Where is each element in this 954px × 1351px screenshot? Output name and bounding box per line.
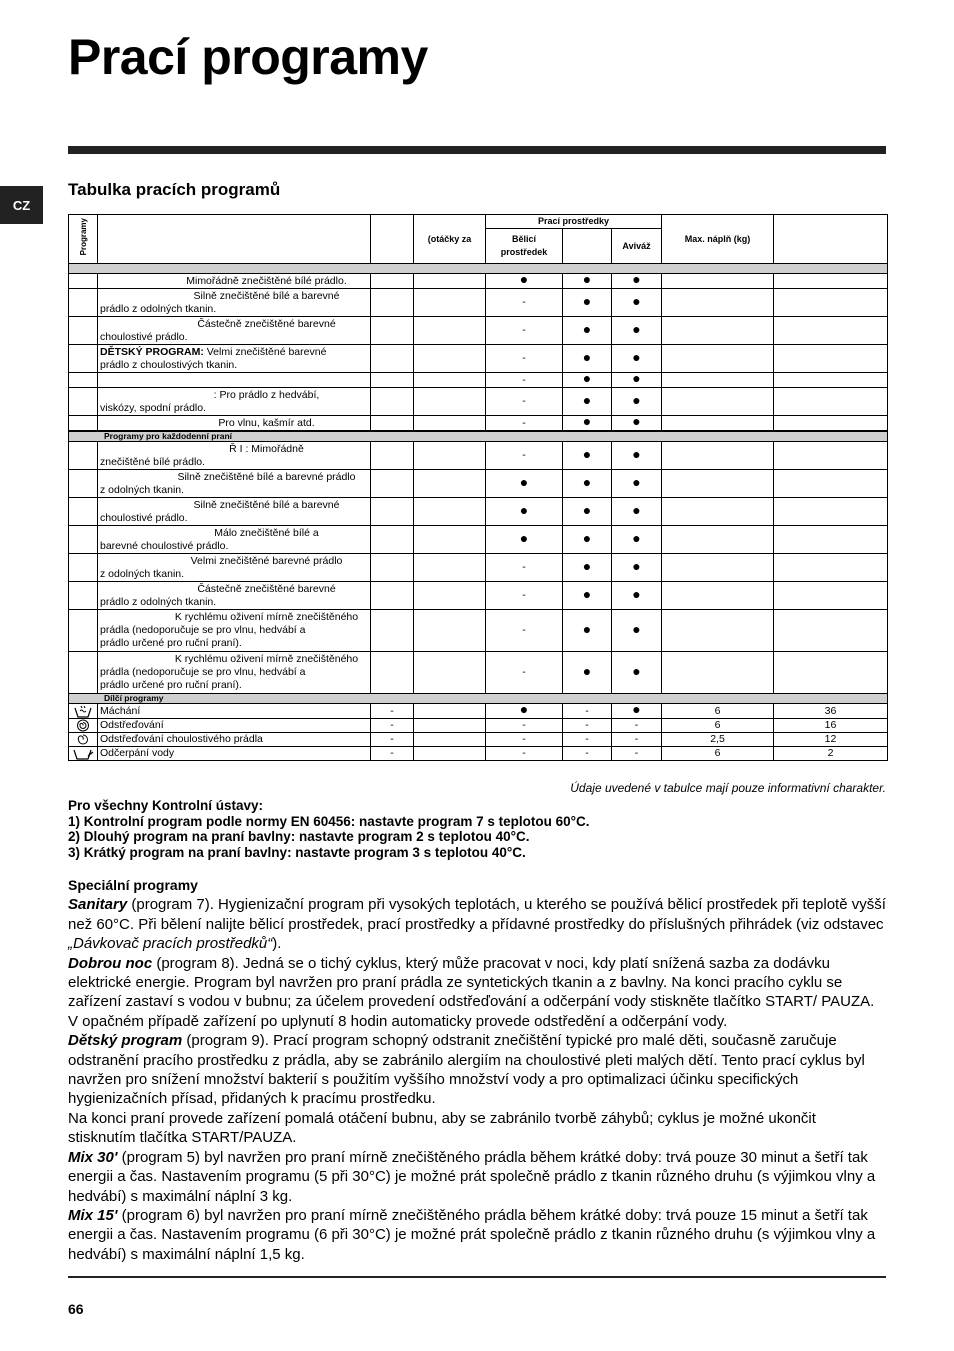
bleach-cell: - (486, 719, 563, 733)
bleach-cell: - (486, 289, 563, 317)
max-load-header: Max. náplň (kg) (662, 215, 774, 264)
max-load-cell (662, 317, 774, 345)
spin-cell (414, 416, 486, 432)
temperature-cell: - (371, 719, 414, 733)
table-row (69, 317, 888, 345)
duration-cell (774, 345, 888, 373)
program-icon-cell (69, 442, 98, 470)
program-description: Odstřeďování choulostivého prádla (98, 733, 371, 747)
temperature-cell (371, 274, 414, 289)
table-row (69, 289, 888, 317)
table-row (69, 719, 888, 733)
bleach-cell: - (486, 373, 563, 388)
bleach-cell: - (486, 345, 563, 373)
temperature-cell (371, 470, 414, 498)
temperature-cell (371, 388, 414, 416)
bottom-rule (68, 1276, 886, 1278)
control-heading: Pro všechny Kontrolní ústavy: (68, 798, 264, 813)
softener-cell: ● (612, 610, 662, 652)
table-row (69, 747, 888, 761)
temperature-header (371, 215, 414, 264)
group-band-daily: Programy pro každodenní praní (69, 431, 888, 442)
delicate-spin-icon (69, 733, 98, 747)
spin-header: (otáčky za (414, 215, 486, 264)
bleach-header: Bělicí prostředek (486, 229, 563, 264)
program-description: Silně znečištěné bílé a barevné choulostivé prádlo. (98, 498, 371, 526)
programs-header: Programy (69, 215, 98, 264)
temperature-cell (371, 554, 414, 582)
duration-cell: 12 (774, 733, 888, 747)
detergent-cell: ● (563, 470, 612, 498)
duration-cell (774, 498, 888, 526)
program-icon-cell (69, 289, 98, 317)
temperature-cell (371, 373, 414, 388)
table-row (69, 652, 888, 694)
language-tab: CZ (0, 186, 43, 224)
spin-cell (414, 719, 486, 733)
control-institutes (68, 798, 590, 860)
duration-cell (774, 373, 888, 388)
detergent-cell: ● (563, 345, 612, 373)
softener-cell: ● (612, 345, 662, 373)
program-description: DĚTSKÝ PROGRAM: Velmi znečištěné barevné prádlo z choulostivých tkanin. (98, 345, 371, 373)
spin-cell (414, 733, 486, 747)
temperature-cell (371, 652, 414, 694)
bleach-cell: - (486, 652, 563, 694)
bleach-cell: - (486, 610, 563, 652)
spin-cell (414, 373, 486, 388)
spin-cell (414, 747, 486, 761)
temperature-cell (371, 289, 414, 317)
bleach-cell: ● (486, 704, 563, 719)
program-description: Odčerpání vody (98, 747, 371, 761)
spin-cell (414, 388, 486, 416)
softener-cell: ● (612, 554, 662, 582)
duration-cell: 36 (774, 704, 888, 719)
spin-cell (414, 554, 486, 582)
temperature-cell (371, 442, 414, 470)
table-row (69, 610, 888, 652)
bleach-cell: - (486, 388, 563, 416)
rinse-icon (69, 704, 98, 719)
program-description: Silně znečištěné bílé a barevné prádlo z odolných tkanin. (98, 470, 371, 498)
program-description: Ř I : Mimořádně znečištěné bílé prádlo. (98, 442, 371, 470)
program-icon-cell (69, 345, 98, 373)
softener-cell: - (612, 733, 662, 747)
temperature-cell (371, 498, 414, 526)
duration-cell (774, 610, 888, 652)
max-load-cell: 2,5 (662, 733, 774, 747)
spin-cell (414, 289, 486, 317)
program-description: Silně znečištěné bílé a barevné prádlo z odolných tkanin. (98, 289, 371, 317)
table-row (69, 416, 888, 432)
spin-cell (414, 704, 486, 719)
spin-cell (414, 442, 486, 470)
max-load-cell (662, 582, 774, 610)
program-description (98, 373, 371, 388)
temperature-cell (371, 526, 414, 554)
program-description: Částečně znečištěné barevné choulostivé prádlo. (98, 317, 371, 345)
temperature-cell (371, 317, 414, 345)
group-band-partial: Dílčí programy (69, 694, 888, 704)
detergent-cell: ● (563, 498, 612, 526)
table-row (69, 274, 888, 289)
max-load-cell (662, 652, 774, 694)
spin-cell (414, 317, 486, 345)
special-heading: Speciální programy (68, 877, 198, 893)
softener-cell: - (612, 719, 662, 733)
detergent-cell: - (563, 733, 612, 747)
detergent-header (563, 229, 612, 264)
program-icon-cell (69, 470, 98, 498)
bleach-cell: - (486, 554, 563, 582)
softener-cell: ● (612, 470, 662, 498)
spin-cell (414, 526, 486, 554)
spin-cell (414, 498, 486, 526)
max-load-cell (662, 373, 774, 388)
table-row (69, 498, 888, 526)
bleach-cell: - (486, 442, 563, 470)
table-row (69, 345, 888, 373)
table-row (69, 373, 888, 388)
program-description: Odstřeďování (98, 719, 371, 733)
max-load-cell (662, 470, 774, 498)
max-load-cell (662, 289, 774, 317)
duration-cell (774, 582, 888, 610)
temperature-cell (371, 416, 414, 432)
softener-cell: ● (612, 274, 662, 289)
program-description: K rychlému oživení mírně znečištěného prádla (nedoporučuje se pro vlnu, hedvábí a prádlo určené pro ruční praní). (98, 652, 371, 694)
softener-cell: ● (612, 582, 662, 610)
group-band-standard (69, 264, 888, 274)
program-icon-cell (69, 498, 98, 526)
program-description: Velmi znečištěné barevné prádlo z odolných tkanin. (98, 554, 371, 582)
mix15-paragraph: Mix 15' (program 6) byl navržen pro praní mírně znečištěného prádla během krátké doby: trvá pouze 15 minut a šetří tak energii a čas. Nastavením programu (6 při 30°C) je možné prát společně prádlo z tkanin různého druhu (s výjimkou vlny a hedvábí) s maximální náplní 1,5 kg. (68, 1206, 876, 1263)
detergent-cell: ● (563, 442, 612, 470)
softener-cell: ● (612, 416, 662, 432)
detergent-cell: ● (563, 317, 612, 345)
detergents-header: Prací prostředky (486, 215, 662, 229)
max-load-cell (662, 416, 774, 432)
program-icon-cell (69, 373, 98, 388)
control-line: 2) Dlouhý program na praní bavlny: nastavte program 2 s teplotou 40°C. (68, 829, 530, 844)
table-row (69, 388, 888, 416)
bleach-cell: - (486, 747, 563, 761)
max-load-cell (662, 526, 774, 554)
page-number: 66 (68, 1301, 84, 1317)
program-icon-cell (69, 526, 98, 554)
description-header (98, 215, 371, 264)
detergent-cell: ● (563, 274, 612, 289)
max-load-cell (662, 498, 774, 526)
detergent-cell: - (563, 747, 612, 761)
program-description: : Pro prádlo z hedvábí, viskózy, spodní prádlo. (98, 388, 371, 416)
duration-header (774, 215, 888, 264)
temperature-cell (371, 610, 414, 652)
program-description: Mimořádně znečištěné bílé prádlo. (98, 274, 371, 289)
softener-cell: ● (612, 652, 662, 694)
softener-cell: - (612, 747, 662, 761)
softener-cell: ● (612, 442, 662, 470)
detergent-cell: ● (563, 610, 612, 652)
duration-cell (774, 470, 888, 498)
bleach-cell: ● (486, 274, 563, 289)
detergent-cell: ● (563, 526, 612, 554)
spin-cell (414, 652, 486, 694)
max-load-cell (662, 442, 774, 470)
section-title: Tabulka pracích programů (68, 180, 281, 199)
program-icon-cell (69, 274, 98, 289)
max-load-cell: 6 (662, 747, 774, 761)
bleach-cell: ● (486, 470, 563, 498)
detergent-cell: ● (563, 554, 612, 582)
table-row (69, 733, 888, 747)
table-row (69, 526, 888, 554)
softener-cell: ● (612, 388, 662, 416)
duration-cell (774, 652, 888, 694)
softener-cell: ● (612, 373, 662, 388)
program-description: Máchání (98, 704, 371, 719)
program-icon-cell (69, 388, 98, 416)
program-description: Částečně znečištěné barevné prádlo z odolných tkanin. (98, 582, 371, 610)
duration-cell (774, 388, 888, 416)
program-description: K rychlému oživení mírně znečištěného prádla (nedoporučuje se pro vlnu, hedvábí a prádlo určené pro ruční praní). (98, 610, 371, 652)
bleach-cell: - (486, 733, 563, 747)
mix30-paragraph: Mix 30' (program 5) byl navržen pro praní mírně znečištěného prádla během krátké doby: trvá pouze 30 minut a šetří tak energii a čas. Nastavením programu (5 při 30°C) je možné prát společně prádlo z tkanin různého druhu (s výjimkou vlny a hedvábí) s maximální náplní 3 kg. (68, 1148, 876, 1205)
temperature-cell (371, 345, 414, 373)
spin-cell (414, 345, 486, 373)
detergent-cell: ● (563, 652, 612, 694)
program-description: Málo znečištěné bílé a barevné choulostivé prádlo. (98, 526, 371, 554)
max-load-cell (662, 554, 774, 582)
table-row (69, 554, 888, 582)
softener-cell: ● (612, 289, 662, 317)
bleach-cell: - (486, 582, 563, 610)
kids-end-paragraph: Na konci praní provede zařízení pomalá otáčení bubnu, aby se zabránilo tvorbě záhybů; cyklus je možné ukončit stisknutím tlačítka START/PAUZA. (68, 1109, 816, 1147)
spin-icon (69, 719, 98, 733)
temperature-cell: - (371, 747, 414, 761)
max-load-cell (662, 345, 774, 373)
detergent-cell: - (563, 704, 612, 719)
detergent-cell: ● (563, 582, 612, 610)
softener-header: Aviváž (612, 229, 662, 264)
duration-cell: 2 (774, 747, 888, 761)
softener-cell: ● (612, 317, 662, 345)
spin-cell (414, 274, 486, 289)
bleach-cell: - (486, 317, 563, 345)
detergent-cell: ● (563, 416, 612, 432)
detergent-cell: ● (563, 373, 612, 388)
program-icon-cell (69, 416, 98, 432)
program-icon-cell (69, 582, 98, 610)
duration-cell (774, 317, 888, 345)
detergent-cell: ● (563, 289, 612, 317)
max-load-cell (662, 388, 774, 416)
table-note: Údaje uvedené v tabulce mají pouze informativní charakter. (570, 781, 886, 795)
program-icon-cell (69, 317, 98, 345)
control-line: 3) Krátký program na praní bavlny: nastavte program 3 s teplotou 40°C. (68, 844, 526, 860)
page-title: Prací programy (68, 29, 428, 85)
softener-cell: ● (612, 526, 662, 554)
program-description: Pro vlnu, kašmír atd. (98, 416, 371, 432)
duration-cell (774, 554, 888, 582)
table-row (69, 704, 888, 719)
detergent-cell: - (563, 719, 612, 733)
temperature-cell (371, 582, 414, 610)
duration-cell (774, 289, 888, 317)
max-load-cell (662, 610, 774, 652)
temperature-cell: - (371, 733, 414, 747)
bleach-cell: ● (486, 498, 563, 526)
night-paragraph: Dobrou noc (program 8). Jedná se o tichý cyklus, který může pracovat v noci, kdy platí snížená sazba za dodávku elektrické energie. Program byl navržen pro praní prádla ze syntetických tkanin a z bavlny. Na konci pracího cyklu se zařízení zastaví s vodou v bubnu; za účelem provedení odstřeďování a odčerpání vody stiskněte tlačítko START/ PAUZA. V opačném případě zařízení po uplynutí 8 hodin automaticky provede odstředění a odčerpání vody. (68, 954, 875, 1030)
program-icon-cell (69, 652, 98, 694)
spin-cell (414, 610, 486, 652)
program-icon-cell (69, 554, 98, 582)
duration-cell (774, 274, 888, 289)
kids-paragraph: Dětský program (program 9). Prací program schopný odstranit znečištění typické pro malé děti, současně zaručuje odstranění pracího prostředku z prádla, aby se zabránilo alergiím na choulostivé pleti malých dětí. Tento prací cyklus byl navržen pro snížení množství bakterií s použitím vyššího množství vody a pro optimalizaci účinku specifických hygienizačních přísad, přidaných k pracímu prostředku. (68, 1032, 865, 1108)
program-icon-cell (69, 610, 98, 652)
detergent-cell: ● (563, 388, 612, 416)
max-load-cell: 6 (662, 719, 774, 733)
control-line: 1) Kontrolní program podle normy EN 60456: nastavte program 7 s teplotou 60°C. (68, 813, 590, 829)
special-programs (68, 876, 886, 1264)
temperature-cell: - (371, 704, 414, 719)
spin-cell (414, 582, 486, 610)
top-rule (68, 146, 886, 154)
softener-cell: ● (612, 704, 662, 719)
duration-cell (774, 416, 888, 432)
spin-cell (414, 470, 486, 498)
duration-cell: 16 (774, 719, 888, 733)
max-load-cell: 6 (662, 704, 774, 719)
duration-cell (774, 442, 888, 470)
table-row (69, 470, 888, 498)
table-row (69, 582, 888, 610)
max-load-cell (662, 274, 774, 289)
programs-table (68, 214, 888, 761)
table-row (69, 442, 888, 470)
bleach-cell: ● (486, 526, 563, 554)
sanitary-paragraph: Sanitary (program 7). Hygienizační program při vysokých teplotách, u kterého se používá bělicí prostředek při teplotě vyšší než 60°C. Při bělení nalijte bělicí prostředek, prací prostředky a přídavné prostředky do příslušných přihrádek (viz odstavec „Dávkovač pracích prostředků“). (68, 896, 886, 953)
duration-cell (774, 526, 888, 554)
bleach-cell: - (486, 416, 563, 432)
drain-icon (69, 747, 98, 761)
softener-cell: ● (612, 498, 662, 526)
